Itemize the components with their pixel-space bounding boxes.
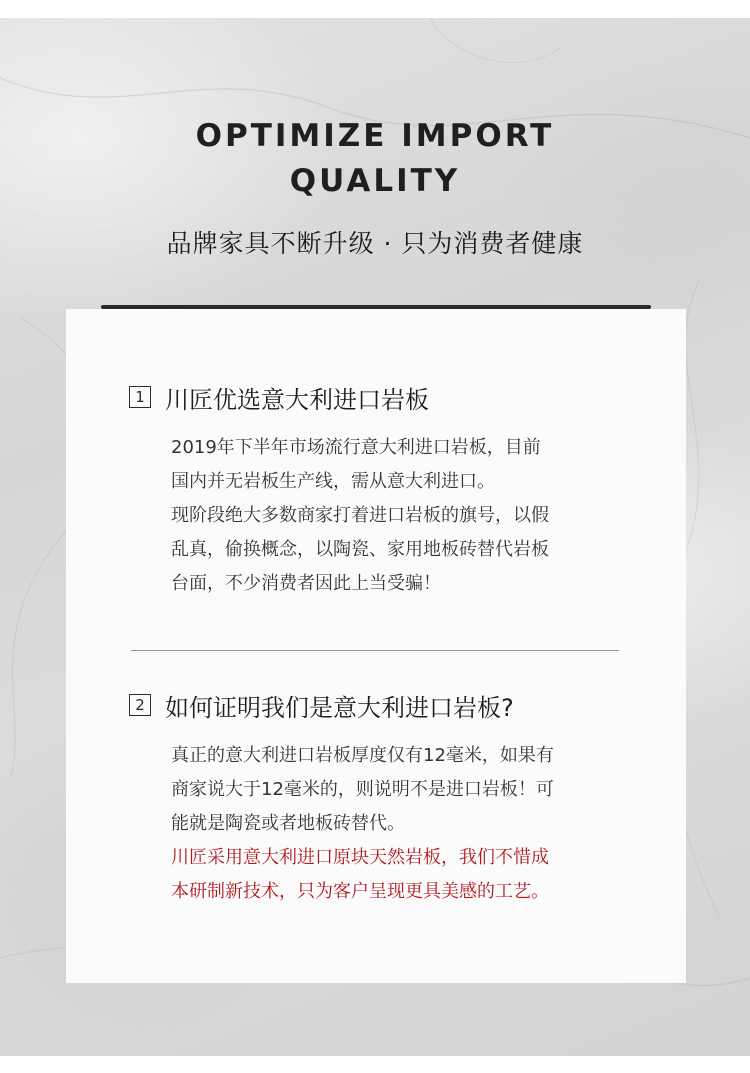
page-title-line-2: QUALITY (289, 163, 461, 199)
section-divider (131, 650, 619, 651)
section-number-badge: 1 (129, 386, 151, 408)
paragraph-line: 乱真，偷换概念，以陶瓷、家用地板砖替代岩板 (171, 539, 549, 560)
section-2-paragraph (171, 739, 611, 909)
section-number-badge: 2 (129, 694, 151, 716)
paragraph-line: 现阶段绝大多数商家打着进口岩板的旗号，以假 (171, 505, 549, 526)
section-2-heading-text: 如何证明我们是意大利进口岩板? (165, 693, 514, 722)
paragraph-line: 真正的意大利进口岩板厚度仅有12毫米，如果有 (171, 745, 554, 766)
paragraph-line: 台面，不少消费者因此上当受骗！ (171, 573, 441, 594)
paragraph-line: 国内并无岩板生产线，需从意大利进口。 (171, 471, 495, 492)
section-2-heading (129, 687, 629, 723)
highlight-line: 本研制新技术，只为客户呈现更具美感的工艺。 (171, 881, 549, 902)
paragraph-line: 2019年下半年市场流行意大利进口岩板，目前 (171, 437, 541, 458)
paragraph-line: 能就是陶瓷或者地板砖替代。 (171, 813, 405, 834)
section-1 (129, 379, 629, 601)
section-2 (129, 687, 629, 909)
highlight-line: 川匠采用意大利进口原块天然岩板，我们不惜成 (171, 847, 549, 868)
section-1-heading-text: 川匠优选意大利进口岩板 (165, 385, 429, 414)
section-1-heading (129, 379, 629, 415)
page-title-line-1: OPTIMIZE IMPORT (195, 118, 555, 154)
page-subtitle: 品牌家具不断升级 · 只为消费者健康 (166, 229, 584, 258)
section-1-paragraph (171, 431, 611, 601)
content-card (66, 309, 686, 983)
marble-background (0, 18, 750, 1056)
paragraph-line: 商家说大于12毫米的，则说明不是进口岩板！可 (171, 779, 554, 800)
